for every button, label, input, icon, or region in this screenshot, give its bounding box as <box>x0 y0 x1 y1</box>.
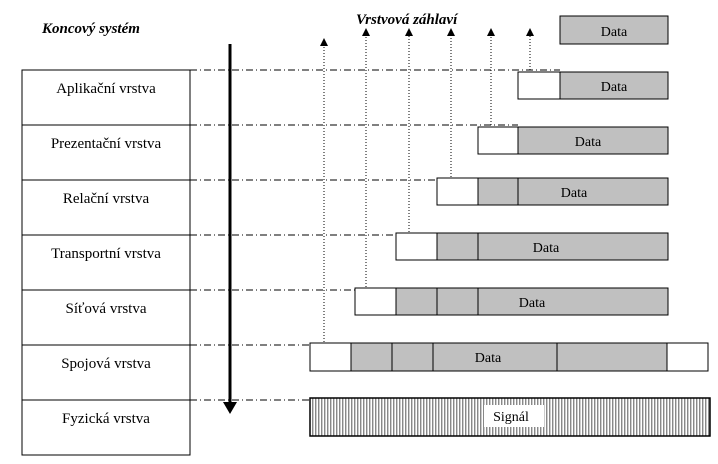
pdu-transport <box>396 233 668 260</box>
header-presentation <box>478 127 518 154</box>
arrowhead-up-icon <box>405 28 413 36</box>
signal-label: Signál <box>493 410 529 425</box>
arrowhead-up-icon <box>487 28 495 36</box>
layer-box-transport <box>22 235 190 290</box>
down-flow-arrow <box>223 44 237 414</box>
header-application <box>518 72 560 99</box>
header-arrowheads <box>320 28 534 46</box>
arrowhead-up-icon <box>362 28 370 36</box>
pdu-top <box>560 16 668 44</box>
pdu-application <box>518 72 668 99</box>
layer-label-datalink: Spojová vrstva <box>61 356 151 372</box>
header-datalink <box>310 343 351 371</box>
layer-label-session: Relační vrstva <box>62 191 150 207</box>
pdu-presentation <box>478 127 668 154</box>
physical-signal <box>310 398 710 436</box>
data-label: Data <box>518 296 546 311</box>
header-session <box>437 178 478 205</box>
data-label: Data <box>600 80 628 95</box>
layer-label-presentation: Prezentační vrstva <box>50 136 162 152</box>
layer-box-presentation <box>22 125 190 180</box>
layer-box-physical <box>22 400 190 455</box>
data-label: Data <box>574 135 602 150</box>
layer-headers-title: Vrstvová záhlaví <box>356 12 458 28</box>
layer-box-network <box>22 290 190 345</box>
layer-box-datalink <box>22 345 190 400</box>
trailer-datalink <box>667 343 708 371</box>
header-network <box>355 288 396 315</box>
data-label: Data <box>474 351 502 366</box>
arrowhead-up-icon <box>447 28 455 36</box>
arrowhead-up-icon <box>526 28 534 36</box>
layer-box-application <box>22 70 190 125</box>
data-label: Data <box>532 241 560 256</box>
data-label: Data <box>560 186 588 201</box>
pdu-network <box>355 288 668 315</box>
layer-label-transport: Transportní vrstva <box>51 246 161 262</box>
layer-label-application: Aplikační vrstva <box>56 81 156 97</box>
layer-label-physical: Fyzická vrstva <box>62 411 150 427</box>
data-label: Data <box>600 25 628 40</box>
layer-box-session <box>22 180 190 235</box>
layer-label-network: Síťová vrstva <box>65 301 147 317</box>
pdu-session <box>437 178 668 205</box>
pdu-datalink <box>310 343 708 371</box>
header-transport <box>396 233 437 260</box>
arrowhead-up-icon <box>320 38 328 46</box>
end-system-title: Koncový systém <box>42 21 140 37</box>
layer-stack <box>22 70 190 455</box>
